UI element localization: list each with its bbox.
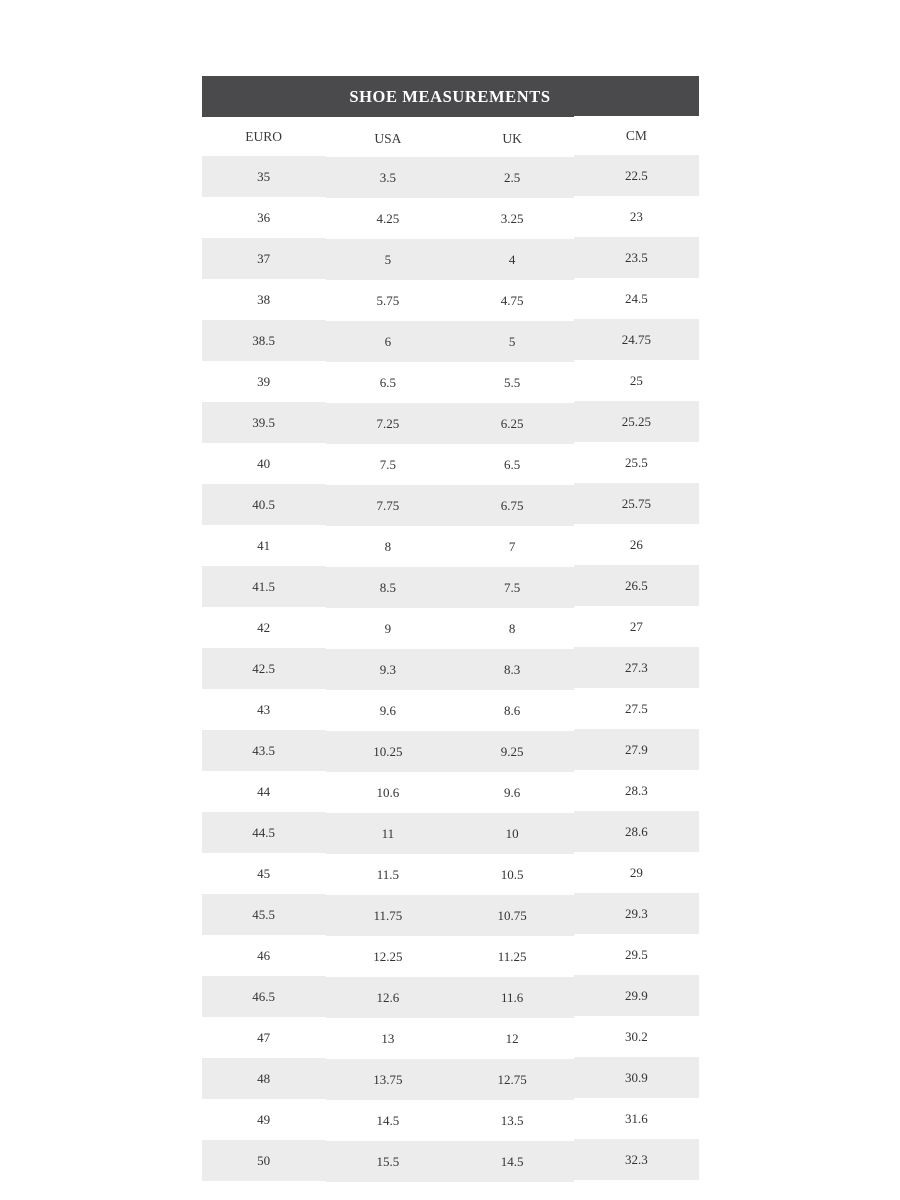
table-cell: 11.5 xyxy=(326,854,450,895)
table-cell: 38 xyxy=(202,279,326,320)
table-cell: 47 xyxy=(202,1017,326,1058)
table-cell: 44 xyxy=(202,771,326,812)
table-cell: 41 xyxy=(202,525,326,566)
table-row xyxy=(202,1099,699,1140)
table-row xyxy=(202,812,699,853)
table-row xyxy=(202,238,699,279)
table-cell: 5.75 xyxy=(326,280,450,321)
table-row xyxy=(202,976,699,1017)
table-cell: 50 xyxy=(202,1140,326,1181)
table-cell: 24.75 xyxy=(574,319,698,360)
table-row xyxy=(202,484,699,525)
table-cell: 29 xyxy=(574,852,698,893)
shoe-measurements-table xyxy=(202,76,699,1181)
table-cell: 39.5 xyxy=(202,402,326,443)
table-cell: 25.25 xyxy=(574,401,698,442)
table-cell: 49 xyxy=(202,1099,326,1140)
table-cell: 38.5 xyxy=(202,320,326,361)
table-cell: 14.5 xyxy=(326,1100,450,1141)
table-cell: 4.75 xyxy=(450,280,574,321)
table-cell: 4.25 xyxy=(326,198,450,239)
table-cell: 7.5 xyxy=(450,567,574,608)
table-row xyxy=(202,443,699,484)
table-cell: 39 xyxy=(202,361,326,402)
table-cell: 3.25 xyxy=(450,198,574,239)
table-cell: 29.3 xyxy=(574,893,698,934)
table-cell: 8.5 xyxy=(326,567,450,608)
table-row xyxy=(202,607,699,648)
table-cell: 11.6 xyxy=(450,977,574,1018)
table-row xyxy=(202,771,699,812)
table-cell: 8.3 xyxy=(450,649,574,690)
table-cell: 45.5 xyxy=(202,894,326,935)
table-cell: 6.75 xyxy=(450,485,574,526)
table-cell: 10.6 xyxy=(326,772,450,813)
table-cell: 46 xyxy=(202,935,326,976)
table-cell: 9 xyxy=(326,608,450,649)
table-row xyxy=(202,320,699,361)
table-cell: 9.6 xyxy=(326,690,450,731)
table-title: SHOE MEASUREMENTS xyxy=(202,76,699,117)
table-row xyxy=(202,689,699,730)
table-cell: 30.2 xyxy=(574,1016,698,1057)
table-cell: 8.6 xyxy=(450,690,574,731)
table-cell: 10.5 xyxy=(450,854,574,895)
size-chart-wrapper xyxy=(202,76,699,1200)
table-cell: 22.5 xyxy=(574,155,698,196)
table-cell: 15.5 xyxy=(326,1141,450,1182)
table-cell: 11.25 xyxy=(450,936,574,977)
table-row xyxy=(202,1058,699,1099)
table-cell: 42.5 xyxy=(202,648,326,689)
column-header-row xyxy=(202,117,699,156)
table-cell: 31.6 xyxy=(574,1098,698,1139)
table-row xyxy=(202,894,699,935)
table-row xyxy=(202,648,699,689)
table-cell: 36 xyxy=(202,197,326,238)
table-cell: 13.5 xyxy=(450,1100,574,1141)
table-cell: 27.9 xyxy=(574,729,698,770)
table-row xyxy=(202,361,699,402)
table-cell: 43.5 xyxy=(202,730,326,771)
table-cell: 5 xyxy=(326,239,450,280)
table-cell: 28.6 xyxy=(574,811,698,852)
table-cell: 28.3 xyxy=(574,770,698,811)
table-cell: 29.9 xyxy=(574,975,698,1016)
table-cell: 6.5 xyxy=(326,362,450,403)
table-cell: 40.5 xyxy=(202,484,326,525)
table-row xyxy=(202,853,699,894)
table-row xyxy=(202,730,699,771)
table-cell: 7.5 xyxy=(326,444,450,485)
table-row xyxy=(202,279,699,320)
table-title-row xyxy=(202,76,699,117)
table-cell: 4 xyxy=(450,239,574,280)
table-cell: 30.9 xyxy=(574,1057,698,1098)
table-row xyxy=(202,197,699,238)
table-cell: 27.3 xyxy=(574,647,698,688)
table-row xyxy=(202,935,699,976)
table-cell: 12 xyxy=(450,1018,574,1059)
column-header-uk: UK xyxy=(450,119,574,158)
table-cell: 25.5 xyxy=(574,442,698,483)
table-cell: 41.5 xyxy=(202,566,326,607)
table-row xyxy=(202,402,699,443)
table-cell: 12.6 xyxy=(326,977,450,1018)
table-cell: 46.5 xyxy=(202,976,326,1017)
table-cell: 5.5 xyxy=(450,362,574,403)
table-cell: 43 xyxy=(202,689,326,730)
table-cell: 10 xyxy=(450,813,574,854)
column-header-group xyxy=(202,117,699,156)
table-cell: 14.5 xyxy=(450,1141,574,1182)
table-cell: 26 xyxy=(574,524,698,565)
table-cell: 29.5 xyxy=(574,934,698,975)
table-cell: 40 xyxy=(202,443,326,484)
table-cell: 23 xyxy=(574,196,698,237)
table-cell: 25 xyxy=(574,360,698,401)
column-header-cm: CM xyxy=(574,116,698,155)
table-cell: 32.3 xyxy=(574,1139,698,1180)
table-cell: 3.5 xyxy=(326,157,450,198)
table-cell: 6.25 xyxy=(450,403,574,444)
table-cell: 44.5 xyxy=(202,812,326,853)
table-cell: 6 xyxy=(326,321,450,362)
table-cell: 25.75 xyxy=(574,483,698,524)
table-cell: 7.75 xyxy=(326,485,450,526)
table-cell: 26.5 xyxy=(574,565,698,606)
column-header-usa: USA xyxy=(326,119,450,158)
table-cell: 35 xyxy=(202,156,326,197)
table-cell: 11 xyxy=(326,813,450,854)
table-cell: 27 xyxy=(574,606,698,647)
table-cell: 11.75 xyxy=(326,895,450,936)
table-row xyxy=(202,1140,699,1181)
table-cell: 13.75 xyxy=(326,1059,450,1100)
table-row xyxy=(202,566,699,607)
table-cell: 12.75 xyxy=(450,1059,574,1100)
table-body xyxy=(202,156,699,1181)
table-cell: 10.25 xyxy=(326,731,450,772)
table-cell: 23.5 xyxy=(574,237,698,278)
table-cell: 42 xyxy=(202,607,326,648)
table-cell: 8 xyxy=(326,526,450,567)
table-cell: 45 xyxy=(202,853,326,894)
table-row xyxy=(202,525,699,566)
table-header-group xyxy=(202,76,699,117)
table-cell: 8 xyxy=(450,608,574,649)
column-header-euro: EURO xyxy=(202,117,326,156)
table-cell: 9.6 xyxy=(450,772,574,813)
table-row xyxy=(202,156,699,197)
table-cell: 7 xyxy=(450,526,574,567)
table-row xyxy=(202,1017,699,1058)
table-cell: 12.25 xyxy=(326,936,450,977)
table-cell: 37 xyxy=(202,238,326,279)
table-cell: 9.3 xyxy=(326,649,450,690)
table-cell: 48 xyxy=(202,1058,326,1099)
table-cell: 10.75 xyxy=(450,895,574,936)
table-cell: 13 xyxy=(326,1018,450,1059)
table-cell: 5 xyxy=(450,321,574,362)
table-cell: 7.25 xyxy=(326,403,450,444)
table-cell: 27.5 xyxy=(574,688,698,729)
table-cell: 9.25 xyxy=(450,731,574,772)
table-cell: 6.5 xyxy=(450,444,574,485)
table-cell: 24.5 xyxy=(574,278,698,319)
table-cell: 2.5 xyxy=(450,157,574,198)
